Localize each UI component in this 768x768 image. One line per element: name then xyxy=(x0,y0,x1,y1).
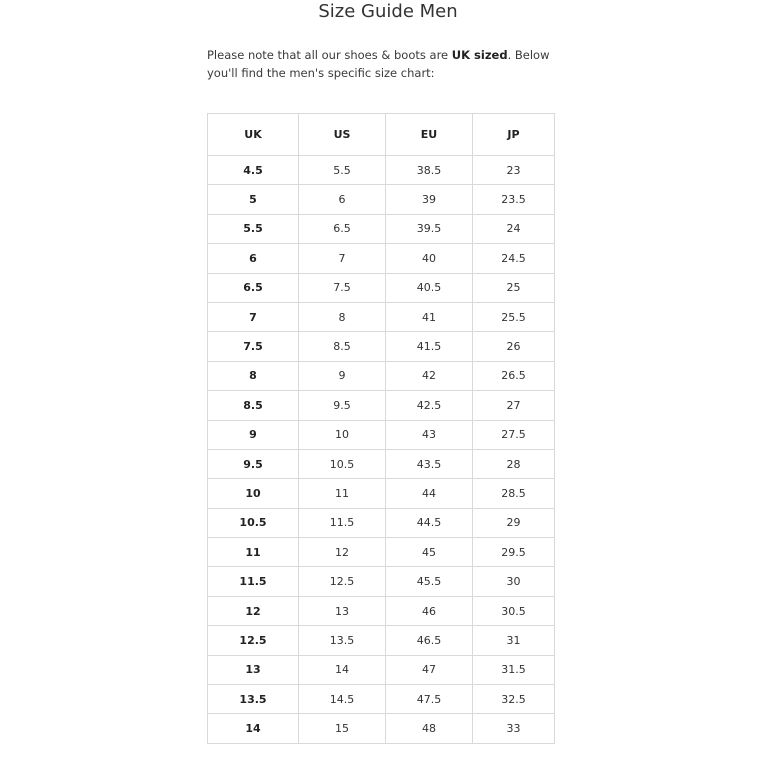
size-cell-uk: 14 xyxy=(208,714,299,743)
size-cell-us: 5.5 xyxy=(299,156,386,185)
table-row xyxy=(208,538,555,567)
size-cell-jp: 29 xyxy=(473,508,555,537)
size-cell-jp: 30.5 xyxy=(473,596,555,625)
table-row xyxy=(208,596,555,625)
size-cell-jp: 23.5 xyxy=(473,185,555,214)
size-cell-jp: 26.5 xyxy=(473,361,555,390)
size-cell-eu: 46.5 xyxy=(386,626,473,655)
size-cell-us: 12 xyxy=(299,538,386,567)
size-cell-jp: 27 xyxy=(473,391,555,420)
size-cell-jp: 30 xyxy=(473,567,555,596)
size-cell-jp: 26 xyxy=(473,332,555,361)
table-row xyxy=(208,214,555,243)
intro-text-bold: UK sized xyxy=(451,48,508,62)
table-row xyxy=(208,655,555,684)
table-row xyxy=(208,361,555,390)
table-row xyxy=(208,302,555,331)
size-cell-jp: 28 xyxy=(473,449,555,478)
size-cell-us: 10 xyxy=(299,420,386,449)
table-header-row xyxy=(208,114,555,156)
size-cell-uk: 4.5 xyxy=(208,156,299,185)
size-cell-uk: 11.5 xyxy=(208,567,299,596)
size-cell-eu: 43.5 xyxy=(386,449,473,478)
size-cell-us: 13 xyxy=(299,596,386,625)
size-cell-jp: 28.5 xyxy=(473,479,555,508)
size-cell-us: 10.5 xyxy=(299,449,386,478)
column-header-eu: EU xyxy=(386,114,473,156)
size-cell-eu: 40 xyxy=(386,244,473,273)
size-cell-jp: 31.5 xyxy=(473,655,555,684)
table-row xyxy=(208,626,555,655)
size-cell-jp: 23 xyxy=(473,156,555,185)
table-row xyxy=(208,332,555,361)
size-cell-jp: 33 xyxy=(473,714,555,743)
size-cell-jp: 25.5 xyxy=(473,302,555,331)
size-cell-eu: 39.5 xyxy=(386,214,473,243)
size-cell-us: 14 xyxy=(299,655,386,684)
size-cell-eu: 45.5 xyxy=(386,567,473,596)
size-cell-uk: 7.5 xyxy=(208,332,299,361)
size-cell-uk: 13 xyxy=(208,655,299,684)
size-cell-eu: 41 xyxy=(386,302,473,331)
size-cell-us: 6 xyxy=(299,185,386,214)
size-cell-uk: 8 xyxy=(208,361,299,390)
page-title: Size Guide Men xyxy=(318,1,458,22)
size-cell-uk: 6 xyxy=(208,244,299,273)
size-cell-jp: 25 xyxy=(473,273,555,302)
size-cell-uk: 6.5 xyxy=(208,273,299,302)
size-table-body xyxy=(208,156,555,744)
size-cell-us: 8.5 xyxy=(299,332,386,361)
size-cell-eu: 46 xyxy=(386,596,473,625)
size-cell-eu: 44.5 xyxy=(386,508,473,537)
size-cell-us: 11.5 xyxy=(299,508,386,537)
size-cell-eu: 42 xyxy=(386,361,473,390)
column-header-jp: JP xyxy=(473,114,555,156)
size-cell-uk: 9 xyxy=(208,420,299,449)
size-cell-eu: 40.5 xyxy=(386,273,473,302)
size-cell-eu: 38.5 xyxy=(386,156,473,185)
size-cell-uk: 10.5 xyxy=(208,508,299,537)
size-cell-uk: 13.5 xyxy=(208,685,299,714)
size-cell-jp: 27.5 xyxy=(473,420,555,449)
intro-text-start: Please note that all our shoes & boots are xyxy=(207,48,452,62)
size-cell-uk: 7 xyxy=(208,302,299,331)
table-row xyxy=(208,156,555,185)
table-row xyxy=(208,508,555,537)
table-row xyxy=(208,567,555,596)
size-cell-eu: 42.5 xyxy=(386,391,473,420)
table-row xyxy=(208,449,555,478)
table-row xyxy=(208,244,555,273)
intro-text-end: . Below you'll find the men's specific size chart: xyxy=(207,48,550,80)
size-cell-jp: 32.5 xyxy=(473,685,555,714)
size-cell-us: 6.5 xyxy=(299,214,386,243)
size-cell-uk: 10 xyxy=(208,479,299,508)
size-cell-eu: 47 xyxy=(386,655,473,684)
size-cell-uk: 5 xyxy=(208,185,299,214)
size-cell-jp: 29.5 xyxy=(473,538,555,567)
column-header-us: US xyxy=(299,114,386,156)
table-row xyxy=(208,479,555,508)
size-cell-us: 15 xyxy=(299,714,386,743)
size-cell-eu: 48 xyxy=(386,714,473,743)
size-cell-eu: 44 xyxy=(386,479,473,508)
size-cell-eu: 41.5 xyxy=(386,332,473,361)
table-row xyxy=(208,685,555,714)
size-cell-eu: 47.5 xyxy=(386,685,473,714)
size-cell-us: 7 xyxy=(299,244,386,273)
size-cell-uk: 8.5 xyxy=(208,391,299,420)
column-header-uk: UK xyxy=(208,114,299,156)
size-cell-jp: 24 xyxy=(473,214,555,243)
size-cell-us: 8 xyxy=(299,302,386,331)
table-row xyxy=(208,420,555,449)
size-cell-us: 11 xyxy=(299,479,386,508)
table-row xyxy=(208,273,555,302)
size-cell-us: 9 xyxy=(299,361,386,390)
size-cell-eu: 39 xyxy=(386,185,473,214)
size-cell-eu: 45 xyxy=(386,538,473,567)
size-cell-eu: 43 xyxy=(386,420,473,449)
size-cell-jp: 24.5 xyxy=(473,244,555,273)
table-row xyxy=(208,714,555,743)
size-cell-us: 13.5 xyxy=(299,626,386,655)
size-cell-uk: 5.5 xyxy=(208,214,299,243)
size-cell-uk: 9.5 xyxy=(208,449,299,478)
size-cell-uk: 11 xyxy=(208,538,299,567)
size-cell-us: 7.5 xyxy=(299,273,386,302)
table-row xyxy=(208,391,555,420)
size-cell-uk: 12.5 xyxy=(208,626,299,655)
size-cell-jp: 31 xyxy=(473,626,555,655)
size-cell-us: 9.5 xyxy=(299,391,386,420)
table-row xyxy=(208,185,555,214)
intro-text xyxy=(207,46,557,82)
size-cell-uk: 12 xyxy=(208,596,299,625)
size-cell-us: 12.5 xyxy=(299,567,386,596)
size-cell-us: 14.5 xyxy=(299,685,386,714)
size-chart-table xyxy=(207,113,555,744)
